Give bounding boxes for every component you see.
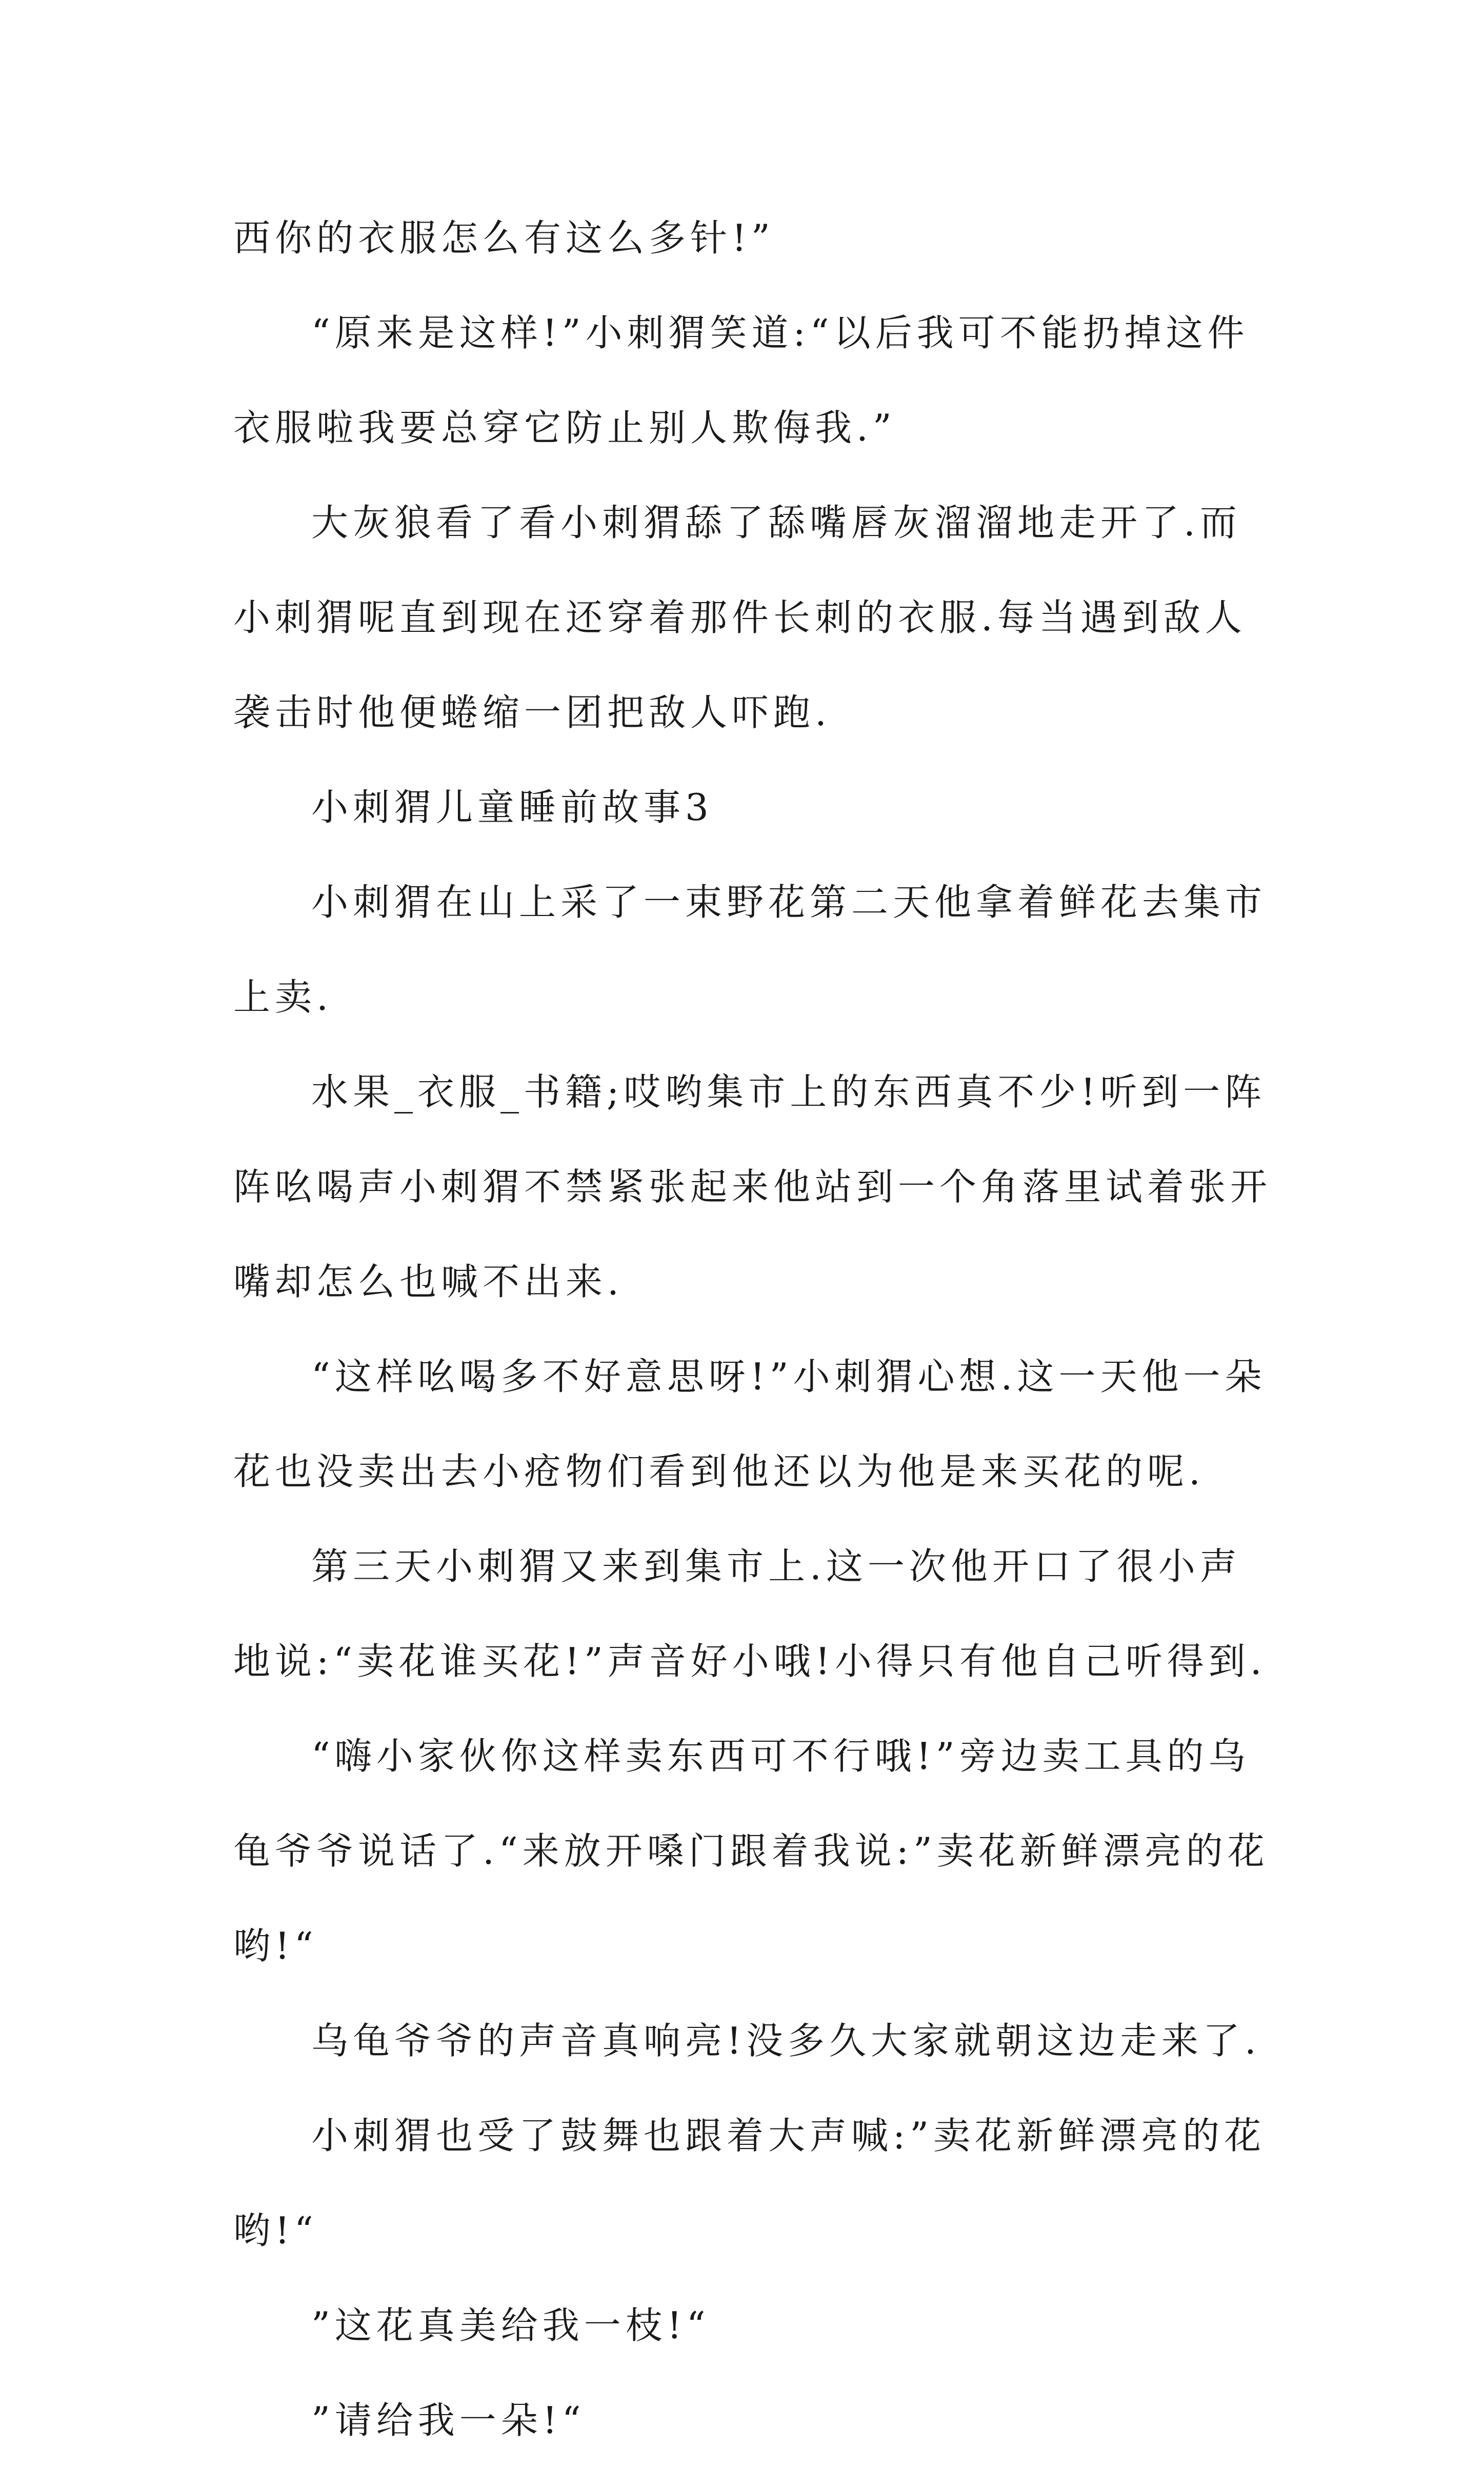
paragraph-11: ”这花真美给我一枝!“: [311, 2304, 710, 2347]
paragraph-1: 西你的衣服怎么有这么多针!”: [233, 216, 775, 260]
paragraph-8: “嗨小家伙你这样卖东西可不行哦!”旁边卖工具的乌龟爷爷说话了.“来放开嗓门跟着我说:”卖花新鲜漂亮的花哟!“: [233, 1735, 1269, 1967]
paragraph-3: 大灰狼看了看小刺猬舔了舔嘴唇灰溜溜地走开了.而小刺猬呢直到现在还穿着那件长刺的衣服.每当遇到敌人袭击时他便蜷缩一团把敌人吓跑.: [233, 501, 1247, 734]
paragraph-10: 小刺猬也受了鼓舞也跟着大声喊:”卖花新鲜漂亮的花哟!“: [233, 2114, 1266, 2252]
paragraph-6: “这样吆喝多不好意思呀!”小刺猬心想.这一天他一朵花也没卖出去小疮物们看到他还以为他是来买花的呢.: [233, 1355, 1267, 1493]
paragraph-4: 小刺猬在山上采了一束野花第二天他拿着鲜花去集市上卖.: [233, 881, 1267, 1019]
paragraph-12: ”请给我一朵!“: [311, 2399, 586, 2442]
story-body: [233, 191, 1279, 2468]
paragraph-7: 第三天小刺猬又来到集市上.这一次他开口了很小声地说:“卖花谁买花!”声音好小哦!小得只有他自己听得到.: [233, 1545, 1267, 1683]
section-heading: 小刺猬儿童睡前故事3: [311, 786, 713, 829]
paragraph-9: 乌龟爷爷的声音真响亮!没多久大家就朝这边走来了.: [311, 2019, 1261, 2062]
paragraph-2: “原来是这样!”小刺猬笑道:“以后我可不能扔掉这件衣服啦我要总穿它防止别人欺侮我.”: [233, 311, 1249, 449]
paragraph-5: 水果_衣服_书籍;哎哟集市上的东西真不少!听到一阵阵吆喝声小刺猬不禁紧张起来他站到一个角落里试着张开嘴却怎么也喊不出来.: [233, 1070, 1272, 1303]
